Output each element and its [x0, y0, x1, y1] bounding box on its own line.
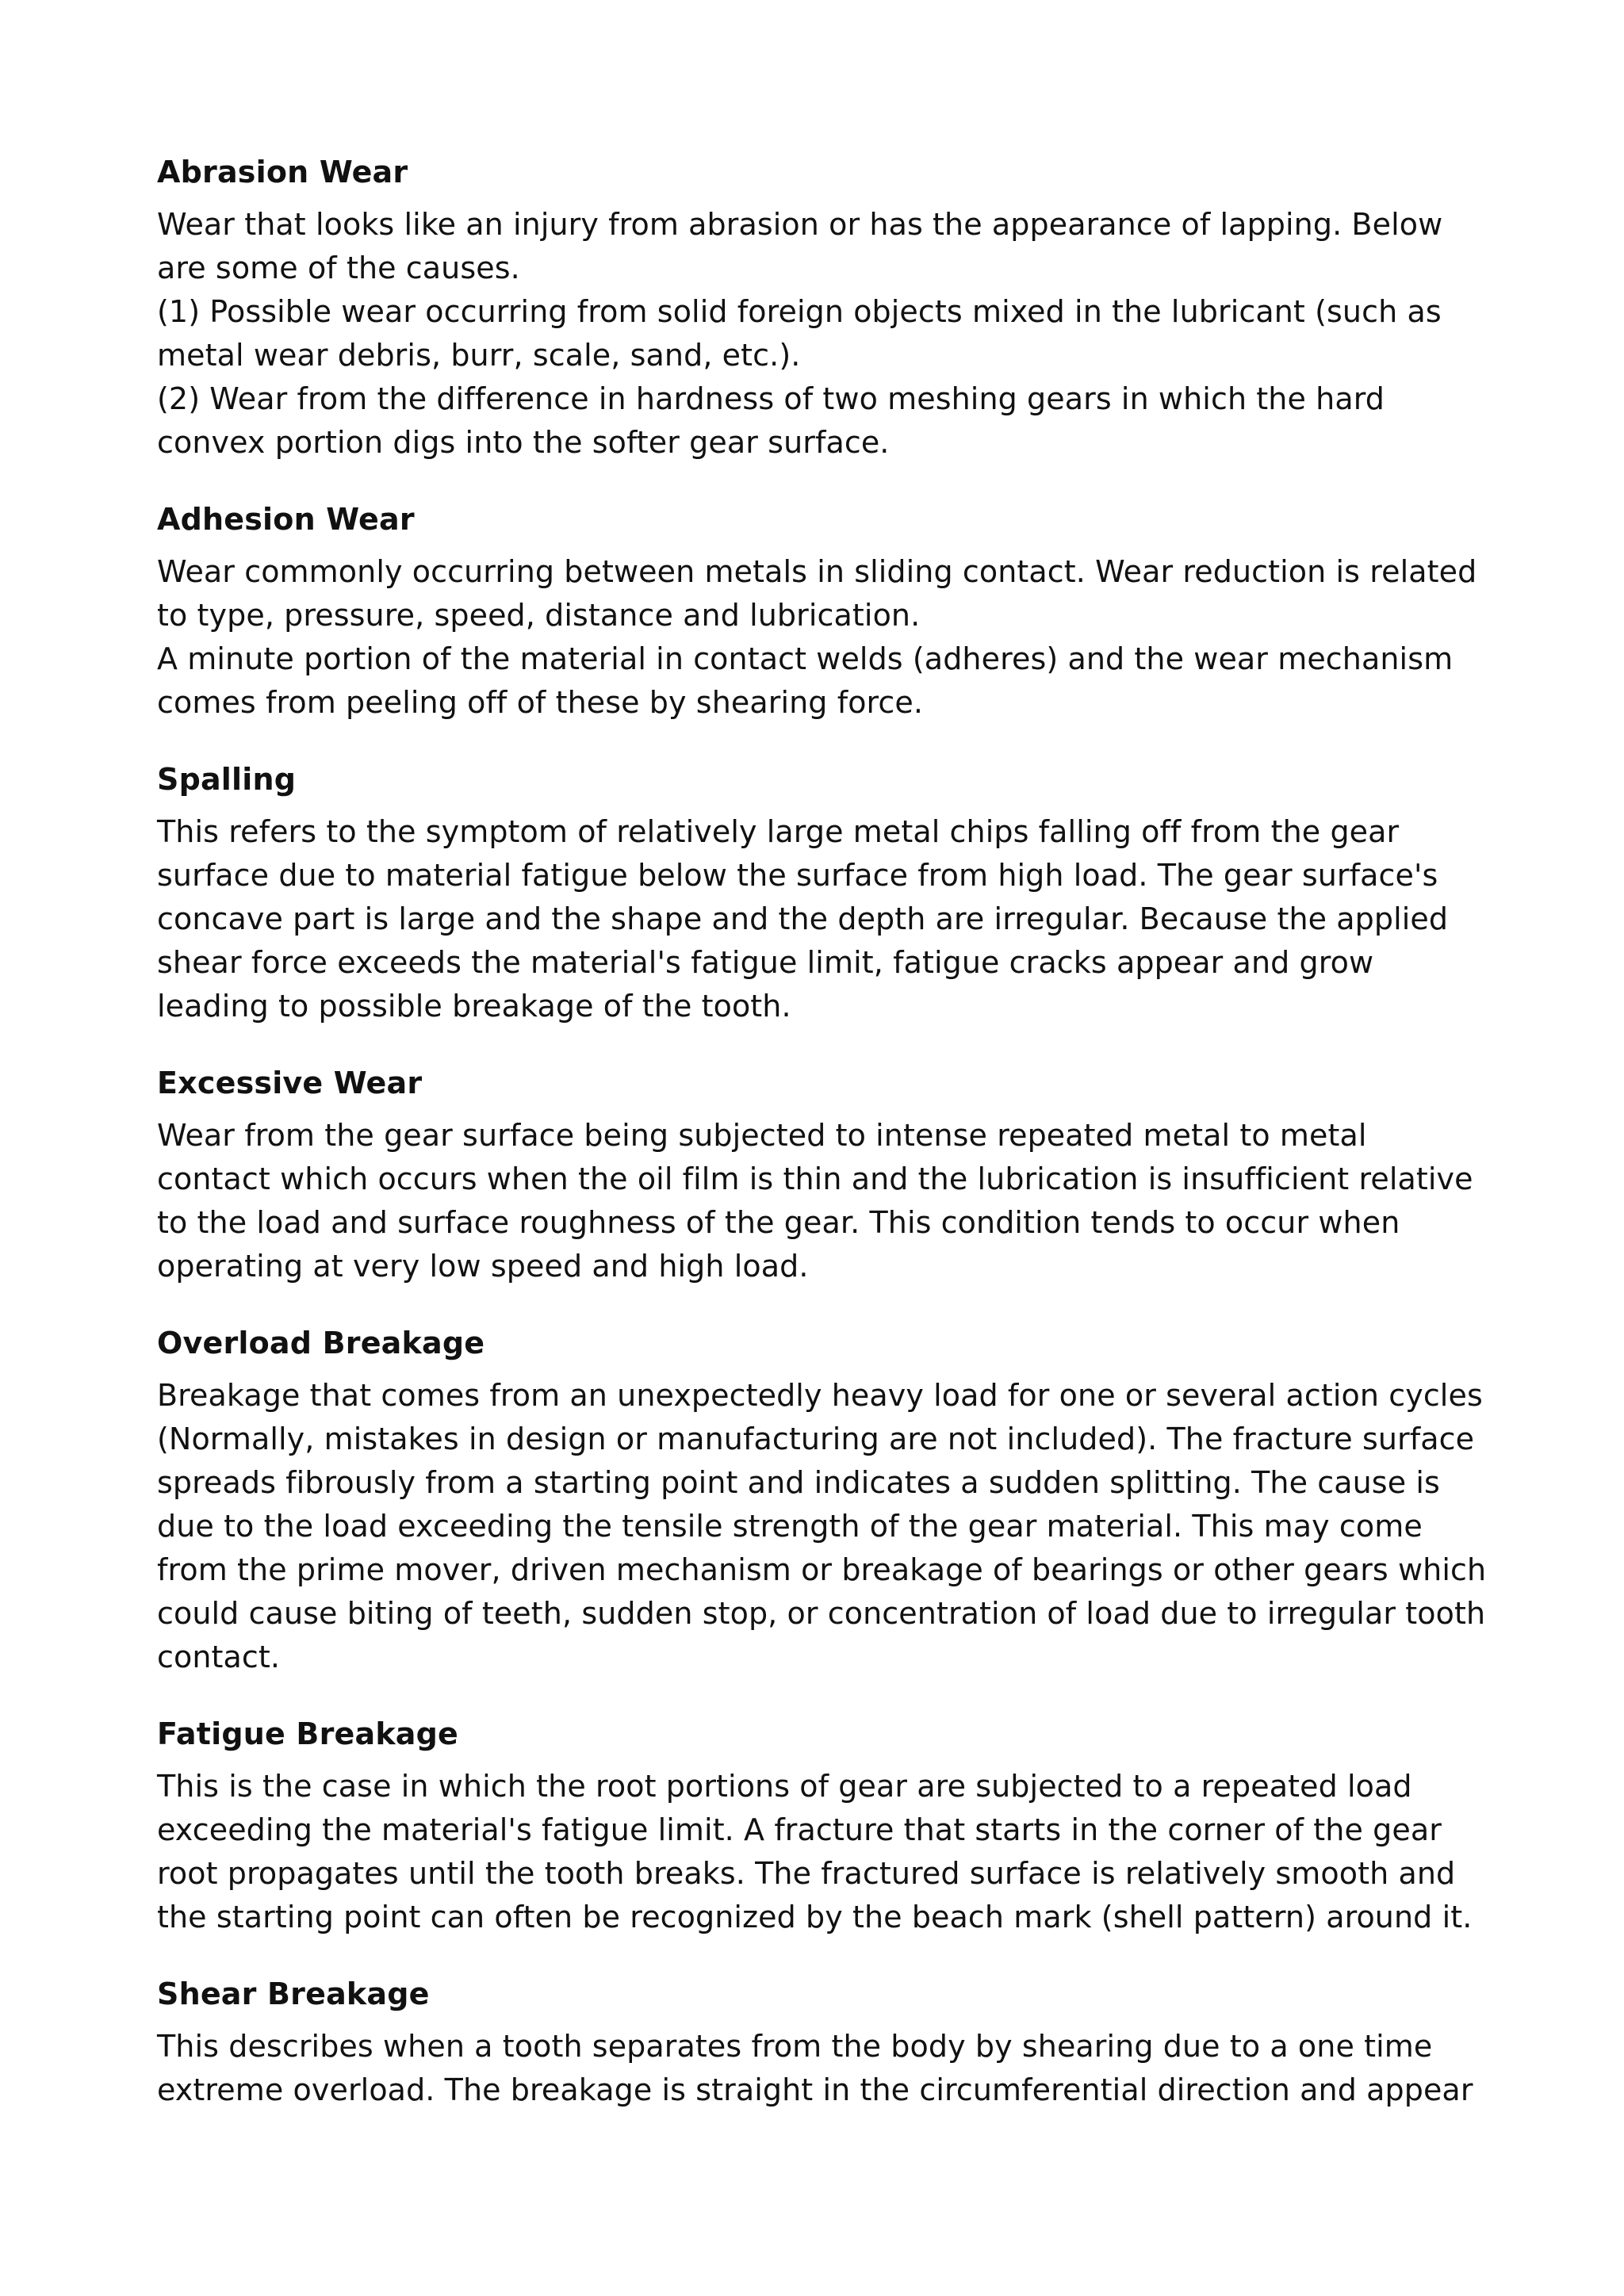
section-fatigue-breakage — [157, 1712, 1489, 1939]
section-paragraph: Wear that looks like an injury from abrasion or has the appearance of lapping. Below are some of the causes. — [157, 207, 1443, 285]
section-paragraph: Breakage that comes from an unexpectedly heavy load for one or several action cycles (Normally, mistakes in design or manufacturing are not included). The fracture surface spreads fibrously from a starting point and indicates a sudden splitting. The cause is due to the load exceeding the tensile strength of the gear material. This may come from the prime mover, driven mechanism or breakage of bearings or other gears which could cause biting of teeth, sudden stop, or concentration of load due to irregular tooth contact. — [157, 1378, 1487, 1674]
section-paragraph: Wear from the gear surface being subjected to intense repeated metal to metal contact which occurs when the oil film is thin and the lubrication is insufficient relative to the load and surface roughness of the gear. This condition tends to occur when operating at very low speed and high load. — [157, 1118, 1473, 1284]
section-adhesion-wear — [157, 498, 1489, 725]
section-overload-breakage — [157, 1322, 1489, 1679]
section-paragraph: A minute portion of the material in contact welds (adheres) and the wear mechanism comes from peeling off of these by shearing force. — [157, 641, 1454, 720]
section-heading: Abrasion Wear — [157, 155, 408, 189]
section-heading: Excessive Wear — [157, 1066, 423, 1100]
document-body — [157, 151, 1489, 2145]
section-excessive-wear — [157, 1062, 1489, 1288]
section-spalling — [157, 758, 1489, 1028]
section-shear-breakage — [157, 1973, 1489, 2112]
section-heading: Spalling — [157, 762, 297, 797]
section-heading: Overload Breakage — [157, 1326, 485, 1360]
section-paragraph: Wear commonly occurring between metals in sliding contact. Wear reduction is related to type, pressure, speed, distance and lubrication. — [157, 554, 1477, 633]
section-heading: Adhesion Wear — [157, 502, 415, 537]
section-heading: Shear Breakage — [157, 1976, 430, 2011]
section-paragraph: (2) Wear from the difference in hardness of two meshing gears in which the hard convex portion digs into the softer gear surface. — [157, 381, 1385, 460]
section-paragraph: (1) Possible wear occurring from solid foreign objects mixed in the lubricant (such as metal wear debris, burr, scale, sand, etc.). — [157, 294, 1442, 373]
section-heading: Fatigue Breakage — [157, 1716, 459, 1751]
section-paragraph: This describes when a tooth separates from the body by shearing due to a one time extreme overload. The breakage is straight in the circumferential direction and appear — [157, 2029, 1473, 2107]
section-paragraph: This refers to the symptom of relatively large metal chips falling off from the gear surface due to material fatigue below the surface from high load. The gear surface's concave part is large and the shape and the depth are irregular. Because the applied shear force exceeds the material's fatigue limit, fatigue cracks appear and grow leading to possible breakage of the tooth. — [157, 814, 1449, 1024]
section-paragraph: This is the case in which the root portions of gear are subjected to a repeated load exceeding the material's fatigue limit. A fracture that starts in the corner of the gear root propagates until the tooth breaks. The fractured surface is relatively smooth and the starting point can often be recognized by the beach mark (shell pattern) around it. — [157, 1769, 1473, 1934]
section-abrasion-wear — [157, 151, 1489, 465]
